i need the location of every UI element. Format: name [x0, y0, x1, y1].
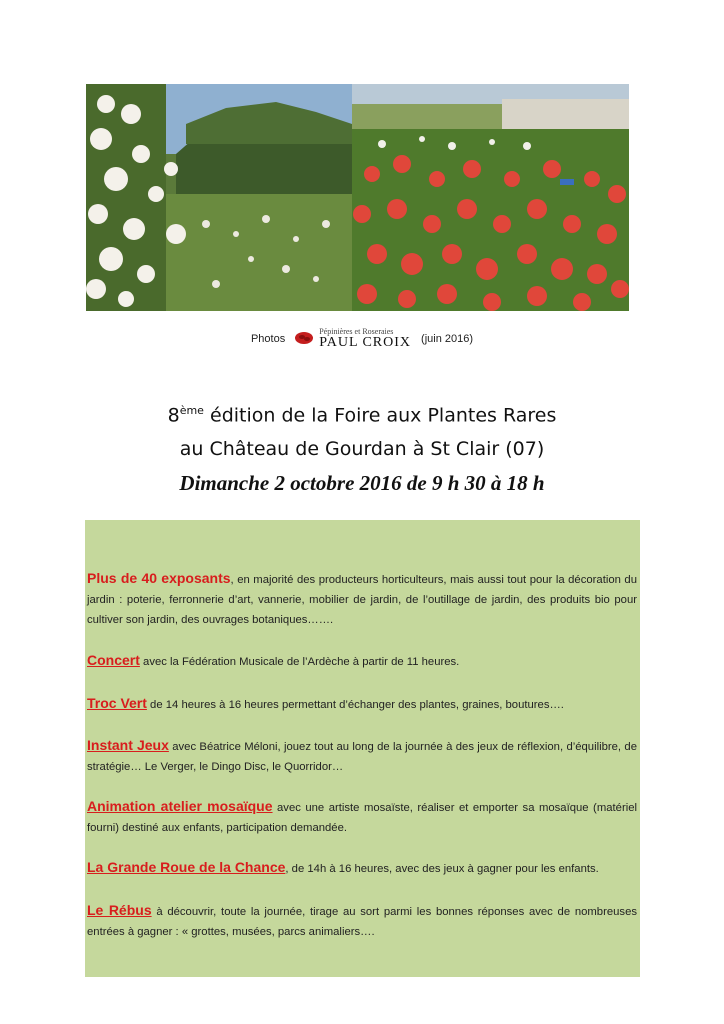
credit-suffix: (juin 2016) — [421, 333, 474, 345]
title-line-1 — [0, 394, 724, 432]
header-photos — [86, 84, 629, 311]
item-heading: Instant Jeux — [87, 737, 169, 753]
edition-number: 8 — [167, 404, 180, 427]
item-heading: Le Rébus — [87, 902, 152, 918]
item-heading: La Grande Roue de la Chance — [87, 859, 286, 875]
program-item — [87, 857, 637, 879]
program-panel — [85, 520, 640, 977]
program-item — [87, 650, 637, 672]
brand-name: PAUL CROIX — [319, 335, 412, 350]
program-item — [87, 735, 637, 777]
item-heading: Animation atelier mosaïque — [87, 798, 273, 814]
red-roses-photo — [352, 84, 629, 311]
item-heading: Troc Vert — [87, 695, 147, 711]
edition-suffix: ème — [179, 404, 204, 417]
event-date: Dimanche 2 octobre 2016 de 9 h 30 à 18 h — [179, 471, 545, 496]
item-text: avec Béatrice Méloni, jouez tout au long de la journée à des jeux de réflexion, d’équilibre, de stratégie… Le Verger, le Dingo Disc, le Quorridor… — [87, 741, 637, 773]
item-text: de 14 heures à 16 heures permettant d’échanger des plantes, graines, boutures…. — [146, 699, 564, 711]
item-text: avec la Fédération Musicale de l’Ardèche à partir de 11 heures. — [139, 656, 460, 668]
program-item — [87, 568, 637, 630]
program-item — [87, 796, 637, 838]
event-title — [0, 394, 724, 500]
brand-subtitle: Pépinières et Roseraies — [319, 327, 394, 336]
title-line-1-text: édition de la Foire aux Plantes Rares — [203, 404, 557, 427]
item-text: , de 14h à 16 heures, avec des jeux à gagner pour les enfants. — [285, 863, 599, 875]
photo-credit — [0, 328, 724, 350]
item-heading: Plus de 40 exposants — [87, 570, 231, 586]
program-item — [87, 900, 637, 942]
item-text: avec une artiste mosaïste, réaliser et emporter sa mosaïque (matériel fourni) destiné aux enfants, participation demandée. — [87, 802, 638, 834]
brand-logo — [293, 328, 411, 350]
item-text: , en majorité des producteurs horticulteurs, mais aussi tout pour la décoration du jardin : poterie, ferronnerie d’art, vannerie, mobilier de jardin, de l’outillage de jardin, des produits bio pour cultiver son jardin, des ouvrages botaniques……. — [87, 574, 637, 626]
title-line-2: au Château de Gourdan à St Clair (07) — [179, 438, 545, 461]
item-heading: Concert — [87, 652, 140, 668]
white-roses-photo — [86, 84, 352, 311]
rose-icon — [293, 331, 315, 348]
program-item — [87, 693, 637, 715]
credit-prefix: Photos — [250, 333, 286, 345]
item-text: à découvrir, toute la journée, tirage au sort parmi les bonnes réponses avec de nombreuses entrées à gagner : « grottes, musées, parcs animaliers…. — [87, 906, 637, 938]
